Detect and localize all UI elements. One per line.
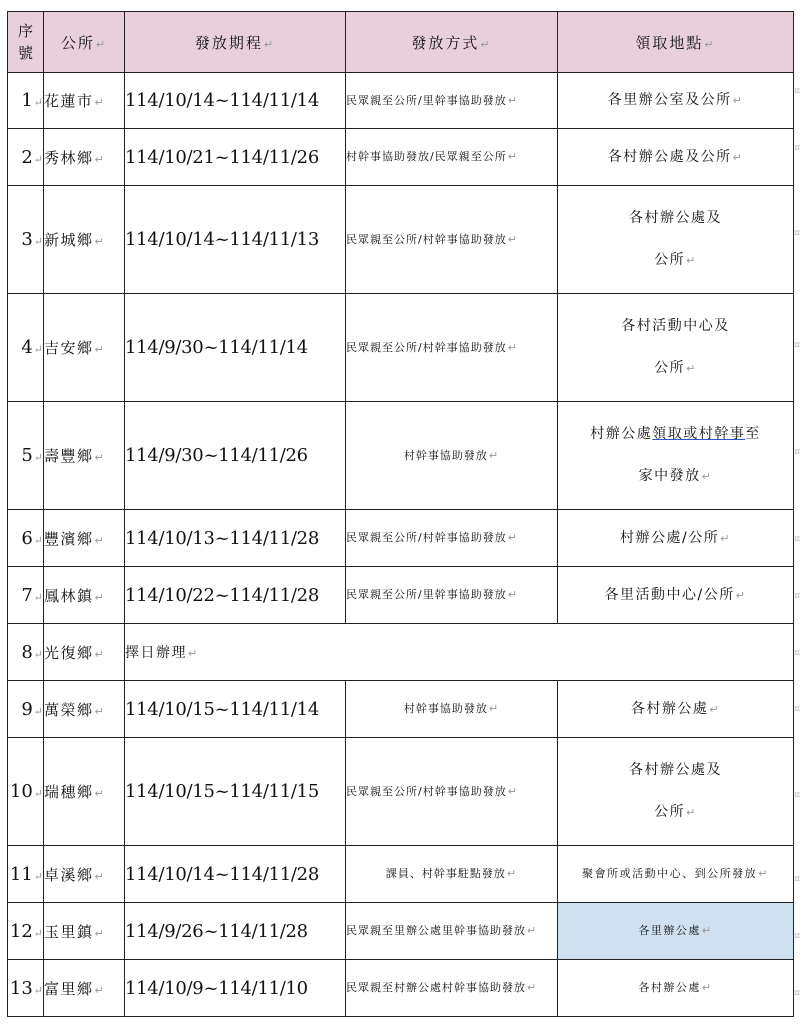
row-note: 擇日辦理↵ [125,624,794,681]
row-period: 114/10/13~114/11/28 [125,510,346,567]
row-period: 114/10/15~114/11/14 [125,681,346,738]
table-row [8,186,794,294]
row-period: 114/10/22~114/11/28 [125,567,346,624]
row-place-highlighted: 各里辦公處↵ [558,903,794,960]
row-no: 12↵ [8,903,44,960]
row-town: 秀林鄉↵ [44,129,125,186]
table-row [8,738,794,846]
row-place: 各村辦公處↵ [558,681,794,738]
table-row [8,510,794,567]
row-period: 114/10/21~114/11/26 [125,129,346,186]
header-no: 序 號 [8,12,44,73]
table-row [8,846,794,903]
row-period: 114/9/26~114/11/28 [125,903,346,960]
row-no: 13↵ [8,960,44,1017]
table-row [8,129,794,186]
row-no: 2↵ [8,129,44,186]
row-town: 新城鄉↵ [44,186,125,294]
row-no: 8↵ [8,624,44,681]
header-row [8,12,794,73]
row-town: 壽豐鄉↵ [44,402,125,510]
row-no: 7↵ [8,567,44,624]
table-row [8,402,794,510]
row-town: 卓溪鄉↵ [44,846,125,903]
row-no: 6↵ [8,510,44,567]
header-town: 公所↵ [44,12,125,73]
row-no: 10↵ [8,738,44,846]
row-method: 村幹事協助發放↵ [346,681,558,738]
distribution-table [7,11,794,1017]
row-method: 村幹事協助發放↵ [346,402,558,510]
row-method: 民眾親至公所/里幹事協助發放↵ [346,567,558,624]
table-row [8,960,794,1017]
row-place: 各村辦公處及 公所↵ [558,186,794,294]
row-period: 114/10/14~114/11/13 [125,186,346,294]
row-period: 114/10/9~114/11/10 [125,960,346,1017]
row-method: 課員、村幹事駐點發放↵ [346,846,558,903]
table-row [8,624,794,681]
row-no: 3↵ [8,186,44,294]
row-town: 萬榮鄉↵ [44,681,125,738]
table-row [8,73,794,129]
row-place: 聚會所或活動中心、到公所發放↵ [558,846,794,903]
row-no: 5↵ [8,402,44,510]
row-no: 9↵ [8,681,44,738]
row-method: 民眾親至公所/村幹事協助發放↵ [346,510,558,567]
row-period: 114/9/30~114/11/26 [125,402,346,510]
row-town: 光復鄉↵ [44,624,125,681]
row-town: 玉里鎮↵ [44,903,125,960]
table-row [8,903,794,960]
row-place: 各村辦公處及公所↵ [558,129,794,186]
row-no: 1↵ [8,73,44,129]
row-place: 村辦公處領取或村幹事至 家中發放↵ [558,402,794,510]
row-method: 民眾親至公所/村幹事協助發放↵ [346,738,558,846]
table-row [8,681,794,738]
row-method: 民眾親至里辦公處里幹事協助發放↵ [346,903,558,960]
row-place: 村辦公處/公所↵ [558,510,794,567]
row-town: 豐濱鄉↵ [44,510,125,567]
row-place: 各村辦公處↵ [558,960,794,1017]
header-method: 發放方式↵ [346,12,558,73]
table-row [8,567,794,624]
row-period: 114/9/30~114/11/14 [125,294,346,402]
row-period: 114/10/14~114/11/28 [125,846,346,903]
table-row [8,294,794,402]
row-method: 民眾親至公所/村幹事協助發放↵ [346,294,558,402]
row-town: 花蓮市↵ [44,73,125,129]
row-method: 民眾親至村辦公處村幹事協助發放↵ [346,960,558,1017]
header-period: 發放期程↵ [125,12,346,73]
row-method: 民眾親至公所/村幹事協助發放↵ [346,186,558,294]
row-place: 各村活動中心及 公所↵ [558,294,794,402]
row-no: 4↵ [8,294,44,402]
row-no: 11↵ [8,846,44,903]
row-method: 民眾親至公所/里幹事協助發放↵ [346,73,558,129]
row-place: 各村辦公處及 公所↵ [558,738,794,846]
row-town: 吉安鄉↵ [44,294,125,402]
row-place: 各里辦公室及公所↵ [558,73,794,129]
row-place: 各里活動中心/公所↵ [558,567,794,624]
row-period: 114/10/15~114/11/15 [125,738,346,846]
header-place: 領取地點↵ [558,12,794,73]
row-town: 富里鄉↵ [44,960,125,1017]
row-town: 瑞穗鄉↵ [44,738,125,846]
row-period: 114/10/14~114/11/14 [125,73,346,129]
row-town: 鳳林鎮↵ [44,567,125,624]
row-method: 村幹事協助發放/民眾親至公所↵ [346,129,558,186]
